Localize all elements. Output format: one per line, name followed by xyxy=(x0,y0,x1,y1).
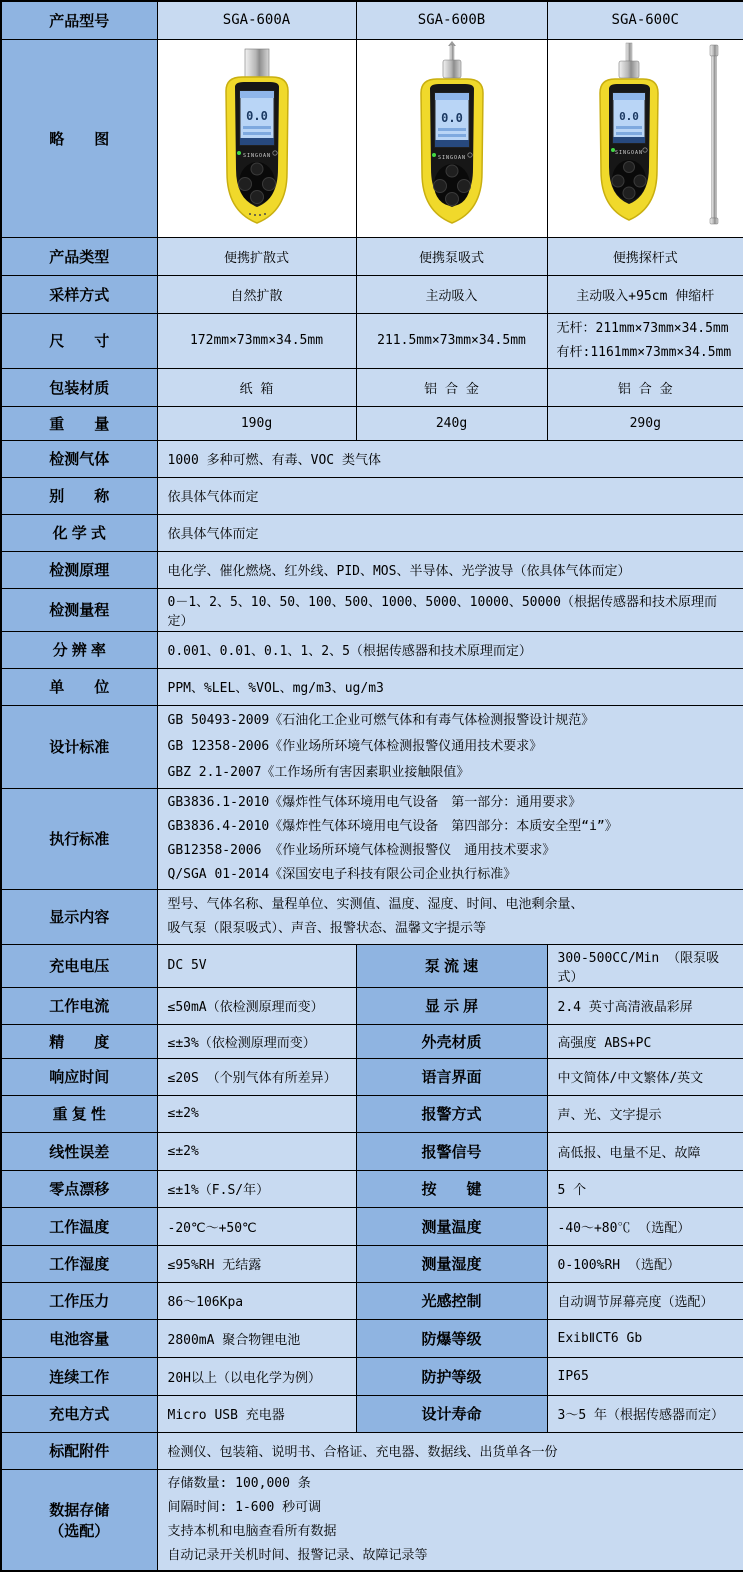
spec-label: 检测气体 xyxy=(1,440,157,477)
spec-row xyxy=(1,1282,743,1319)
spec-value: 声、光、文字提示 xyxy=(547,1095,743,1132)
status-led xyxy=(432,153,436,157)
screen-data-line xyxy=(243,126,271,129)
standard-line: Q/SGA 01-2014《深国安电子科技有限公司企业执行标准》 xyxy=(167,866,517,882)
standard-line: GB 50493-2009《石油化工企业可燃气体和有毒气体检测报警设计规范》 xyxy=(167,712,595,728)
screen-footer-bar xyxy=(435,140,469,147)
spec-label: 测量温度 xyxy=(356,1207,547,1245)
left-button xyxy=(238,177,251,190)
spec-label: 防护等级 xyxy=(356,1357,547,1395)
spec-label: 报警信号 xyxy=(356,1132,547,1170)
spec-label: 光感控制 xyxy=(356,1282,547,1319)
spec-value: 3～5 年（根据传感器而定） xyxy=(547,1395,743,1432)
spec-row xyxy=(1,631,743,668)
header-label: 产品型号 xyxy=(1,1,157,39)
screen-status-bar xyxy=(240,91,274,98)
screen-data-line xyxy=(243,132,271,135)
spec-value xyxy=(157,1469,743,1571)
spec-value xyxy=(157,788,743,889)
storage-line: 支持本机和电脑查看所有数据 xyxy=(167,1523,337,1539)
screen-footer-bar xyxy=(613,137,645,143)
display-content-line: 吸气泵（限泵吸式）、声音、报警状态、温馨文字提示等 xyxy=(167,920,487,936)
spec-value: ≤±2% xyxy=(157,1132,356,1170)
right-button xyxy=(262,177,275,190)
spec-label xyxy=(1,1469,157,1571)
spec-value-a: 便携扩散式 xyxy=(157,237,356,275)
spec-value: 中文简体/中文繁体/英文 xyxy=(547,1058,743,1095)
spec-value: Micro USB 充电器 xyxy=(157,1395,356,1432)
storage-line: 自动记录开关机时间、报警记录、故障记录等 xyxy=(167,1547,428,1563)
spec-value-b: 240g xyxy=(356,406,547,440)
telescopic-rod-tip xyxy=(710,45,718,56)
sketch-row xyxy=(1,39,743,237)
standard-line: GB12358-2006 《作业场所环境气体检测报警仪 通用技术要求》 xyxy=(167,842,556,858)
spec-label: 按 键 xyxy=(356,1170,547,1207)
spec-row xyxy=(1,889,743,944)
device-image-cell-c xyxy=(547,39,743,237)
spec-label: 外壳材质 xyxy=(356,1024,547,1058)
device-illustration-sga-600a xyxy=(182,41,332,231)
spec-value-a: 自然扩散 xyxy=(157,275,356,313)
enter-button xyxy=(623,187,635,199)
spec-row xyxy=(1,1432,743,1469)
spec-value: IP65 xyxy=(547,1357,743,1395)
device-illustration-sga-600c xyxy=(560,41,730,231)
spec-label: 分 辨 率 xyxy=(1,631,157,668)
spec-label: 化 学 式 xyxy=(1,514,157,551)
spec-value: 5 个 xyxy=(547,1170,743,1207)
spec-row xyxy=(1,1469,743,1571)
spec-label: 报警方式 xyxy=(356,1095,547,1132)
left-button xyxy=(612,175,624,187)
spec-value-b: 211.5mm×73mm×34.5mm xyxy=(356,313,547,368)
spec-value: 1000 多种可燃、有毒、VOC 类气体 xyxy=(157,440,743,477)
spec-label: 充电方式 xyxy=(1,1395,157,1432)
menu-button xyxy=(251,163,263,175)
brand-label: SINGOAN xyxy=(615,149,644,156)
spec-label: 检测量程 xyxy=(1,588,157,631)
spec-value: 电化学、催化燃烧、红外线、PID、MOS、半导体、光学波导（依具体气体而定） xyxy=(157,551,743,588)
menu-button xyxy=(446,165,458,177)
status-led xyxy=(237,151,241,155)
spec-value: 检测仪、包装箱、说明书、合格证、充电器、数据线、出货单各一份 xyxy=(157,1432,743,1469)
spec-row xyxy=(1,514,743,551)
spec-value xyxy=(157,889,743,944)
spec-label: 包装材质 xyxy=(1,368,157,406)
screen-reading: 0.0 xyxy=(440,110,463,125)
right-button xyxy=(457,179,470,192)
spec-value: 0－1、2、5、10、50、100、500、1000、5000、10000、50000（根据传感器和技术原理而定） xyxy=(157,588,743,631)
spec-value: 高低报、电量不足、故障 xyxy=(547,1132,743,1170)
spec-label: 采样方式 xyxy=(1,275,157,313)
spec-value: 依具体气体而定 xyxy=(157,514,743,551)
spec-label: 标配附件 xyxy=(1,1432,157,1469)
telescopic-rod xyxy=(712,56,717,218)
spec-value: 86～106Kpa xyxy=(157,1282,356,1319)
spec-label: 重 复 性 xyxy=(1,1095,157,1132)
spec-value: 20H以上（以电化学为例） xyxy=(157,1357,356,1395)
spec-row xyxy=(1,1132,743,1170)
spec-value: 2.4 英寸高清液晶彩屏 xyxy=(547,987,743,1024)
spec-label: 工作电流 xyxy=(1,987,157,1024)
storage-label-line: 数据存储 xyxy=(49,1501,110,1519)
screen-status-bar xyxy=(613,93,645,100)
model-name-c: SGA-600C xyxy=(547,1,743,39)
spec-value: -40～+80℃ （选配） xyxy=(547,1207,743,1245)
probe-rod xyxy=(450,45,454,61)
screen-status-bar xyxy=(435,93,469,100)
screen-data-line xyxy=(438,128,466,131)
spec-row xyxy=(1,788,743,889)
spec-value: ExibⅡCT6 Gb xyxy=(547,1319,743,1357)
spec-label: 显示内容 xyxy=(1,889,157,944)
spec-row xyxy=(1,551,743,588)
device-image-cell-a xyxy=(157,39,356,237)
spec-label: 测量湿度 xyxy=(356,1245,547,1282)
spec-value-a: 172mm×73mm×34.5mm xyxy=(157,313,356,368)
screen-data-line xyxy=(438,134,466,137)
screen-reading: 0.0 xyxy=(619,109,640,123)
device-image-cell-b xyxy=(356,39,547,237)
spec-value: ≤95%RH 无结露 xyxy=(157,1245,356,1282)
spec-label: 执行标准 xyxy=(1,788,157,889)
spec-value-c: 主动吸入+95cm 伸缩杆 xyxy=(547,275,743,313)
spec-row xyxy=(1,406,743,440)
spec-label: 产品类型 xyxy=(1,237,157,275)
spec-row xyxy=(1,944,743,987)
spec-value: 2800mA 聚合物锂电池 xyxy=(157,1319,356,1357)
spec-label: 防爆等级 xyxy=(356,1319,547,1357)
standard-line: GBZ 2.1-2007《工作场所有害因素职业接触限值》 xyxy=(167,764,470,780)
spec-value: ≤±2% xyxy=(157,1095,356,1132)
spec-value: 0-100%RH （选配） xyxy=(547,1245,743,1282)
spec-row xyxy=(1,440,743,477)
spec-row xyxy=(1,275,743,313)
storage-line: 间隔时间: 1-600 秒可调 xyxy=(167,1499,322,1515)
spec-value xyxy=(157,705,743,788)
spec-value: ≤20S （个别气体有所差异） xyxy=(157,1058,356,1095)
spec-label: 尺 寸 xyxy=(1,313,157,368)
standard-line: GB3836.4-2010《爆炸性气体环境用电气设备 第四部分：本质安全型“i”》 xyxy=(167,818,618,834)
storage-label-line: （选配） xyxy=(49,1522,110,1540)
spec-value: PPM、%LEL、%VOL、mg/m3、ug/m3 xyxy=(157,668,743,705)
spec-row xyxy=(1,477,743,514)
spec-value-b: 主动吸入 xyxy=(356,275,547,313)
spec-value-b: 铝 合 金 xyxy=(356,368,547,406)
spec-value-c: 便携探杆式 xyxy=(547,237,743,275)
spec-row xyxy=(1,1395,743,1432)
spec-value-c: 铝 合 金 xyxy=(547,368,743,406)
sketch-label: 略 图 xyxy=(1,39,157,237)
spec-label: 显 示 屏 xyxy=(356,987,547,1024)
spec-value: 高强度 ABS+PC xyxy=(547,1024,743,1058)
spec-label: 泵 流 速 xyxy=(356,944,547,987)
spec-label: 单 位 xyxy=(1,668,157,705)
spec-value-a: 纸 箱 xyxy=(157,368,356,406)
spec-row xyxy=(1,1095,743,1132)
spec-value-b: 便携泵吸式 xyxy=(356,237,547,275)
storage-line: 存储数量: 100,000 条 xyxy=(167,1475,311,1491)
spec-value-c xyxy=(547,313,743,368)
probe-rod xyxy=(626,43,632,61)
spec-label: 电池容量 xyxy=(1,1319,157,1357)
screen-footer-bar xyxy=(240,138,274,145)
dimension-no-rod: 无杆：211mm×73mm×34.5mm xyxy=(556,320,729,336)
standard-line: GB 12358-2006《作业场所环境气体检测报警仪通用技术要求》 xyxy=(167,738,543,754)
spec-value: 0.001、0.01、0.1、1、2、5（根据传感器和技术原理而定） xyxy=(157,631,743,668)
spec-row xyxy=(1,987,743,1024)
brand-label: SINGOAN xyxy=(242,152,271,159)
spec-value: 300-500CC/Min （限泵吸式） xyxy=(547,944,743,987)
spec-value: ≤±1%（F.S/年） xyxy=(157,1170,356,1207)
spec-row xyxy=(1,1207,743,1245)
spec-label: 检测原理 xyxy=(1,551,157,588)
status-led xyxy=(611,148,615,152)
enter-button xyxy=(445,192,458,205)
spec-row xyxy=(1,705,743,788)
spec-label: 重 量 xyxy=(1,406,157,440)
telescopic-rod-base xyxy=(710,218,718,224)
display-content-line: 型号、气体名称、量程单位、实测值、温度、湿度、时间、电池剩余量、 xyxy=(167,896,584,912)
spec-label: 线性误差 xyxy=(1,1132,157,1170)
spec-row xyxy=(1,313,743,368)
spec-label: 连续工作 xyxy=(1,1357,157,1395)
spec-row xyxy=(1,588,743,631)
spec-label: 工作湿度 xyxy=(1,1245,157,1282)
sensor-cap xyxy=(443,60,461,78)
spec-value: ≤±3%（依检测原理而变） xyxy=(157,1024,356,1058)
spec-row xyxy=(1,1170,743,1207)
spec-label: 工作压力 xyxy=(1,1282,157,1319)
spec-label: 设计寿命 xyxy=(356,1395,547,1432)
model-name-a: SGA-600A xyxy=(157,1,356,39)
screen-reading: 0.0 xyxy=(245,108,268,123)
spec-row xyxy=(1,237,743,275)
spec-row xyxy=(1,668,743,705)
spec-row xyxy=(1,368,743,406)
menu-button xyxy=(624,161,635,172)
screen-data-line xyxy=(616,132,642,135)
device-illustration-sga-600b xyxy=(377,41,527,231)
spec-label: 别 称 xyxy=(1,477,157,514)
spec-label: 充电电压 xyxy=(1,944,157,987)
right-button xyxy=(634,175,646,187)
spec-value: 自动调节屏幕亮度（选配） xyxy=(547,1282,743,1319)
spec-label: 零点漂移 xyxy=(1,1170,157,1207)
spec-value: 依具体气体而定 xyxy=(157,477,743,514)
spec-value-c: 290g xyxy=(547,406,743,440)
model-name-b: SGA-600B xyxy=(356,1,547,39)
enter-button xyxy=(250,190,263,203)
spec-label: 响应时间 xyxy=(1,1058,157,1095)
left-button xyxy=(433,179,446,192)
spec-row xyxy=(1,1357,743,1395)
dimension-with-rod: 有杆:1161mm×73mm×34.5mm xyxy=(556,344,732,360)
header-row xyxy=(1,1,743,39)
spec-label: 工作温度 xyxy=(1,1207,157,1245)
standard-line: GB3836.1-2010《爆炸性气体环境用电气设备 第一部分：通用要求》 xyxy=(167,794,582,810)
spec-label: 精 度 xyxy=(1,1024,157,1058)
spec-value: -20℃～+50℃ xyxy=(157,1207,356,1245)
brand-label: SINGOAN xyxy=(437,154,466,161)
spec-value: ≤50mA（依检测原理而变） xyxy=(157,987,356,1024)
spec-row xyxy=(1,1058,743,1095)
spec-label: 设计标准 xyxy=(1,705,157,788)
sensor-cap xyxy=(245,49,269,77)
spec-label: 语言界面 xyxy=(356,1058,547,1095)
spec-row xyxy=(1,1024,743,1058)
spec-row xyxy=(1,1245,743,1282)
screen-data-line xyxy=(616,126,642,129)
spec-value: DC 5V xyxy=(157,944,356,987)
spec-value-a: 190g xyxy=(157,406,356,440)
sensor-cap xyxy=(619,61,639,78)
spec-row xyxy=(1,1319,743,1357)
